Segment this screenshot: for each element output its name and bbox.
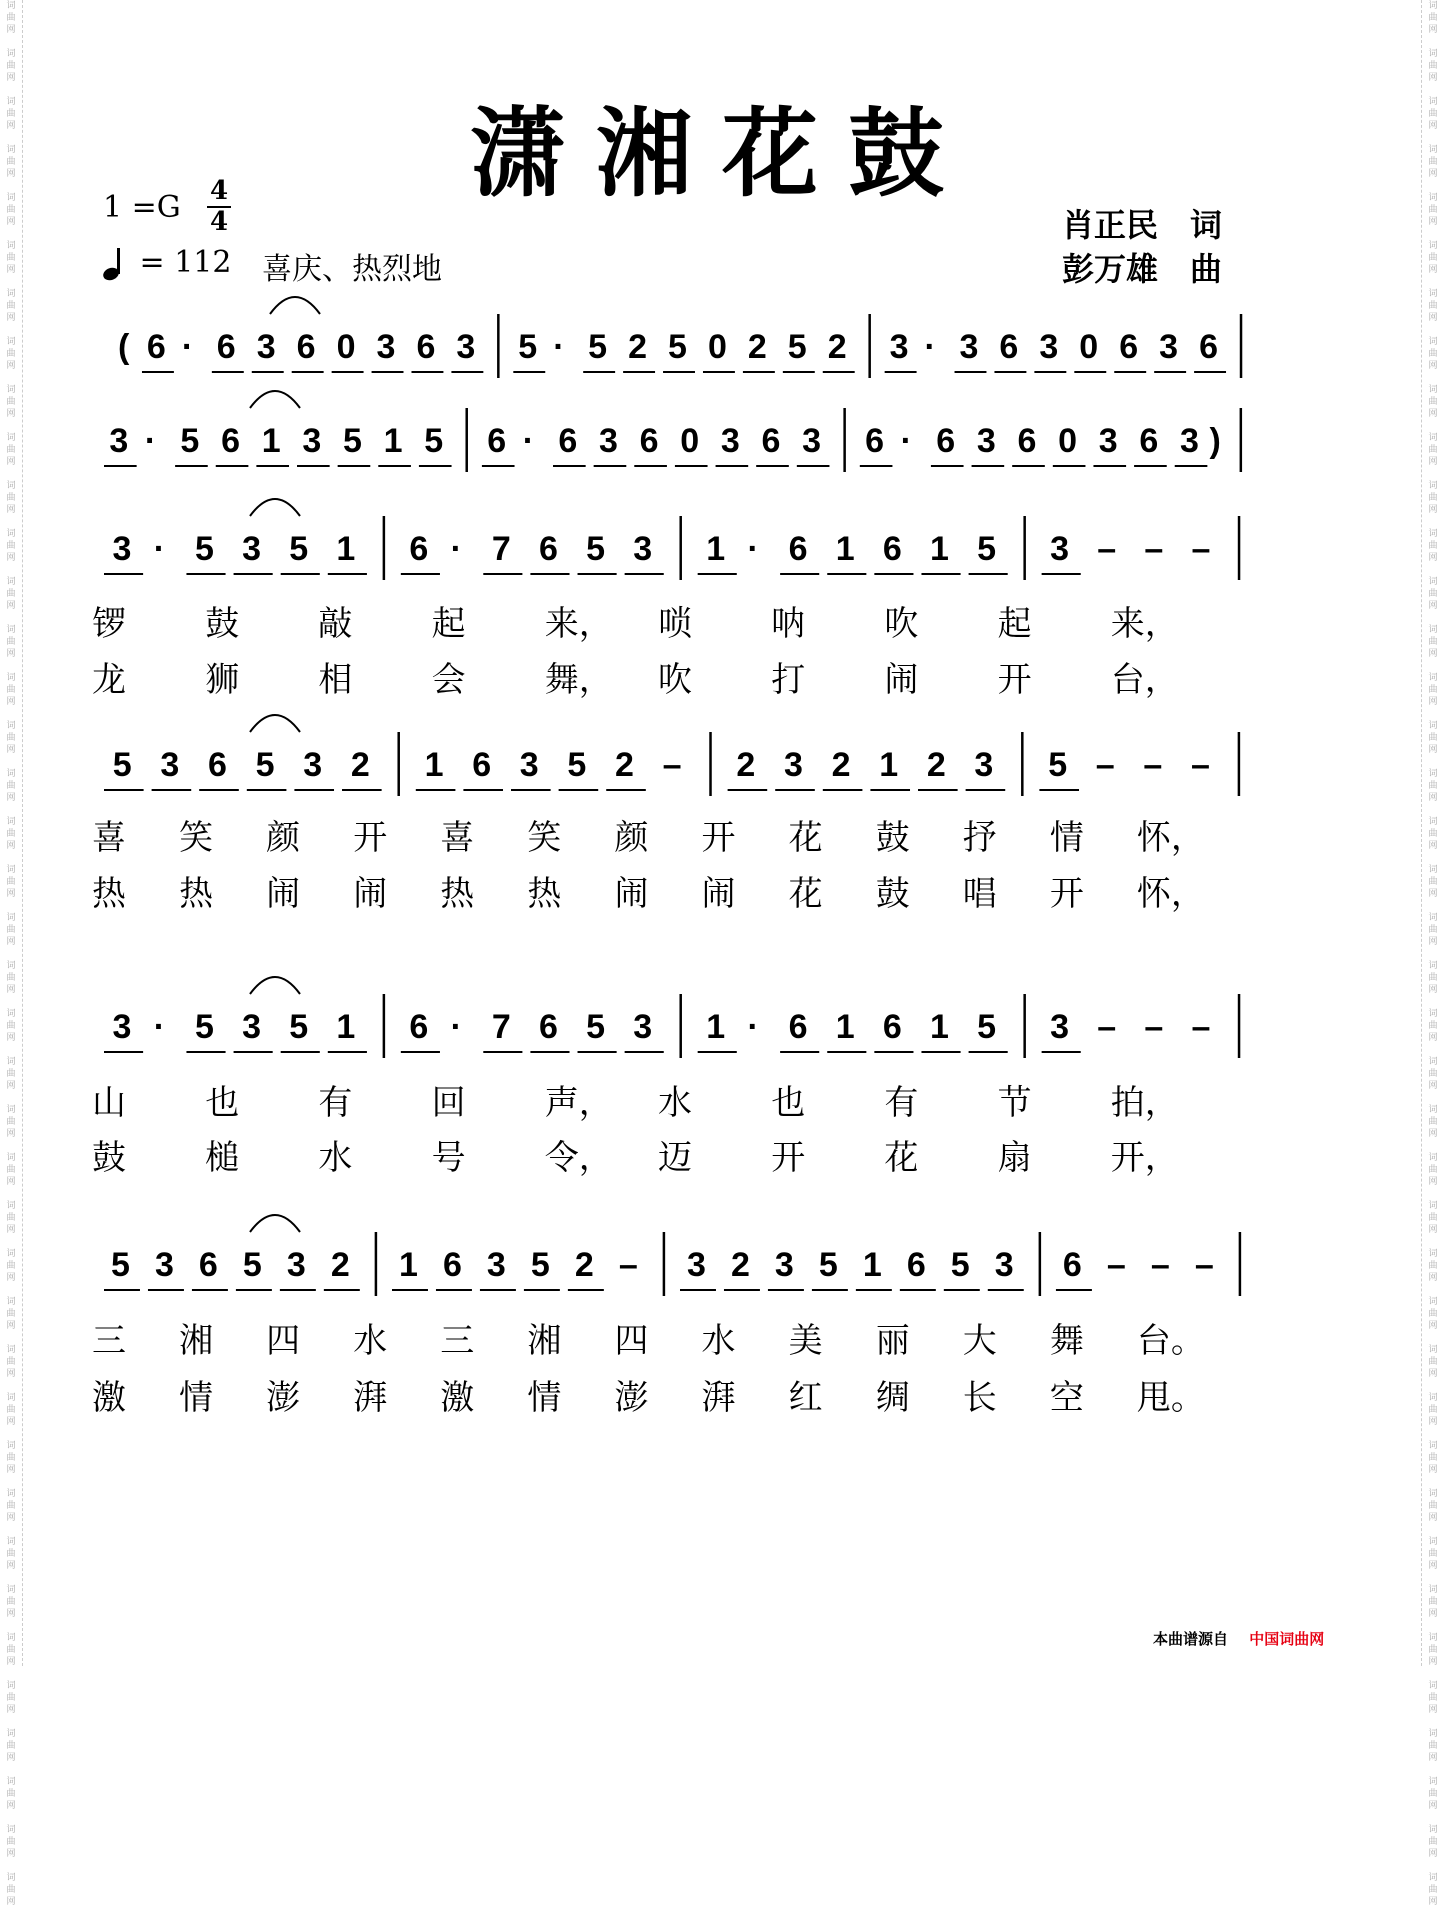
note: 5 xyxy=(977,1008,997,1046)
note: 6 xyxy=(936,422,956,460)
lyric-char: 花 xyxy=(788,818,823,858)
lyric-char: 扇 xyxy=(997,1138,1032,1178)
lyric-char: 鼓 xyxy=(205,604,240,644)
note: – xyxy=(1144,1008,1164,1046)
note: – xyxy=(1191,746,1210,784)
lyric-char: 龙 xyxy=(92,660,126,700)
note: 5 xyxy=(112,746,132,784)
note: 5 xyxy=(977,530,997,568)
lyric-char: 颜 xyxy=(614,818,649,858)
note: 6 xyxy=(538,530,558,568)
note: 3 xyxy=(1098,422,1118,460)
slur-arc xyxy=(250,1215,300,1232)
note: 5 xyxy=(787,328,807,366)
note: · xyxy=(522,422,535,460)
note: – xyxy=(1191,1008,1211,1046)
footer-site-link[interactable]: 中国词曲网 xyxy=(1249,1630,1325,1648)
lyric-char: 有 xyxy=(884,1083,919,1123)
note: 3 xyxy=(486,1246,506,1284)
note: 5 xyxy=(530,1246,550,1284)
note: 6 xyxy=(788,1008,808,1046)
lyric-char: 红 xyxy=(788,1378,823,1418)
note: – xyxy=(1097,530,1117,568)
lyric-char: 情 xyxy=(527,1378,562,1418)
note: 1 xyxy=(261,422,281,460)
note: 3 xyxy=(633,530,653,568)
note: 3 xyxy=(286,1246,306,1284)
lyric-char: 有 xyxy=(318,1083,353,1123)
note: 6 xyxy=(788,530,808,568)
note: 1 xyxy=(930,1008,949,1046)
lyric-char: 呐 xyxy=(771,604,806,644)
lyric-char: 怀， xyxy=(1136,874,1205,914)
lyric-char: 大 xyxy=(962,1321,997,1361)
note: · xyxy=(553,328,565,366)
lyric-char: 打 xyxy=(771,660,806,700)
note: 6 xyxy=(882,1008,902,1046)
note: 1 xyxy=(862,1246,882,1284)
lyric-char: 闹 xyxy=(884,660,919,700)
lyric-char: 喜 xyxy=(440,818,475,858)
note: 5 xyxy=(424,422,444,460)
lyric-char: 长 xyxy=(962,1378,997,1418)
lyric-char: 湃 xyxy=(353,1378,388,1418)
note: 2 xyxy=(831,746,851,784)
note: 2 xyxy=(330,1246,350,1284)
note: 6 xyxy=(999,328,1019,366)
lyric-char: 澎 xyxy=(614,1378,649,1418)
lyric-char: 号 xyxy=(431,1138,466,1178)
slur-arc xyxy=(250,391,300,408)
lyric-char: 热 xyxy=(527,874,562,914)
note: 1 xyxy=(835,1008,855,1046)
song-title: 潇湘花鼓 xyxy=(470,98,974,210)
note: 6 xyxy=(1017,422,1037,460)
lyric-char: 来， xyxy=(544,604,613,644)
expression-marking: 喜庆、热烈地 xyxy=(262,252,442,287)
note: 3 xyxy=(974,746,994,784)
lyric-char: 笑 xyxy=(179,818,214,858)
note: – xyxy=(1194,1246,1214,1284)
note: 3 xyxy=(112,1008,132,1046)
note: 3 xyxy=(302,422,322,460)
lyric-char: 起 xyxy=(431,604,466,644)
lyric-char: 也 xyxy=(771,1083,806,1123)
note: 3 xyxy=(256,328,276,366)
lyric-char: 水 xyxy=(318,1138,353,1178)
note: 1 xyxy=(383,422,403,460)
note: – xyxy=(662,746,682,784)
lyric-char: 水 xyxy=(701,1321,736,1361)
lyric-char: 湘 xyxy=(179,1321,214,1361)
lyric-char: 闹 xyxy=(614,874,649,914)
lyric-char: 湃 xyxy=(701,1378,736,1418)
note: 3 xyxy=(160,746,180,784)
note: 3 xyxy=(112,530,132,568)
lyric-char: 迈 xyxy=(658,1138,692,1178)
note: 6 xyxy=(416,328,436,366)
lyric-char: 节 xyxy=(997,1083,1032,1123)
note: 5 xyxy=(195,530,214,568)
lyric-char: 拍， xyxy=(1110,1083,1179,1123)
note: 3 xyxy=(784,746,803,784)
note: 5 xyxy=(195,1008,214,1046)
slur-arc xyxy=(250,715,300,732)
lyric-char: 闹 xyxy=(353,874,388,914)
lyric-char: 唱 xyxy=(962,874,997,914)
note: – xyxy=(1097,1008,1117,1046)
note: 6 xyxy=(487,422,507,460)
lyric-char: 敲 xyxy=(318,604,353,644)
note: 5 xyxy=(1048,746,1068,784)
note: 6 xyxy=(906,1246,926,1284)
note: 2 xyxy=(827,328,847,366)
note: 6 xyxy=(409,1008,429,1046)
note: – xyxy=(1095,746,1115,784)
lyric-char: 激 xyxy=(440,1378,475,1418)
lyric-char: 四 xyxy=(614,1321,649,1361)
lyric-char: 吹 xyxy=(658,660,692,700)
lyric-char: 湘 xyxy=(527,1321,562,1361)
note: 3 xyxy=(242,530,262,568)
lyric-char: 热 xyxy=(440,874,475,914)
note: 1 xyxy=(835,530,855,568)
note: 1 xyxy=(930,530,949,568)
note: 0 xyxy=(707,328,727,366)
lyric-char: 笑 xyxy=(527,818,562,858)
lyric-char: 热 xyxy=(179,874,214,914)
lyric-char: 开 xyxy=(771,1138,806,1178)
lyric-char: 相 xyxy=(318,660,353,700)
lyric-char: 水 xyxy=(353,1321,388,1361)
lyric-char: 美 xyxy=(788,1321,823,1361)
note: 6 xyxy=(639,422,659,460)
note: 3 xyxy=(1039,328,1059,366)
lyric-char: 山 xyxy=(92,1083,126,1123)
note: 3 xyxy=(519,746,539,784)
note: 3 xyxy=(1159,328,1179,366)
tempo-value: = 112 xyxy=(139,245,232,280)
note: – xyxy=(1106,1246,1126,1284)
lyric-char: 抒 xyxy=(962,818,997,858)
note: ) xyxy=(1209,422,1221,460)
lyric-char: 锣 xyxy=(92,604,126,644)
lyric-char: 颜 xyxy=(266,818,301,858)
note: 1 xyxy=(706,530,726,568)
lyric-char: 情 xyxy=(1049,818,1084,858)
note: 0 xyxy=(1058,422,1078,460)
lyric-char: 声， xyxy=(544,1083,613,1123)
lyric-char: 闹 xyxy=(701,874,736,914)
note: 5 xyxy=(588,328,608,366)
note: 6 xyxy=(221,422,240,460)
note: 5 xyxy=(242,1246,262,1284)
note: 3 xyxy=(633,1008,653,1046)
note: 3 xyxy=(686,1246,706,1284)
lyric-char: 舞 xyxy=(1049,1321,1084,1361)
note: – xyxy=(1150,1246,1170,1284)
note: 0 xyxy=(336,328,356,366)
note: 5 xyxy=(818,1246,838,1284)
lyric-char: 唢 xyxy=(658,604,692,644)
note: 0 xyxy=(1079,328,1099,366)
note: 6 xyxy=(882,530,902,568)
time-sig-top: 4 xyxy=(210,176,229,206)
note: 2 xyxy=(747,328,767,366)
lyric-char: 开 xyxy=(701,818,736,858)
lyric-char: 鼓 xyxy=(875,818,910,858)
lyric-char: 狮 xyxy=(205,660,240,700)
key-signature: 1 =G xyxy=(103,190,181,225)
note: 3 xyxy=(598,422,618,460)
note: 3 xyxy=(994,1246,1014,1284)
lyric-char: 热 xyxy=(92,874,126,914)
note: 5 xyxy=(950,1246,970,1284)
note: – xyxy=(1144,530,1164,568)
lyric-char: 来， xyxy=(1110,604,1179,644)
lyricist-credit: 肖正民 词 xyxy=(1062,206,1223,244)
note: · xyxy=(153,1008,166,1046)
note: 7 xyxy=(491,1008,511,1046)
note: 1 xyxy=(879,746,899,784)
note: 6 xyxy=(1119,328,1139,366)
note: 2 xyxy=(350,746,370,784)
note: 6 xyxy=(558,422,578,460)
lyric-char: 开， xyxy=(1110,1138,1179,1178)
note: · xyxy=(153,530,166,568)
note: 2 xyxy=(574,1246,594,1284)
note: 3 xyxy=(774,1246,794,1284)
note: 6 xyxy=(296,328,316,366)
lyric-char: 开 xyxy=(353,818,388,858)
lyric-char: 绸 xyxy=(875,1378,910,1418)
note: 6 xyxy=(208,746,227,784)
note: 5 xyxy=(289,1008,309,1046)
lyric-char: 台。 xyxy=(1136,1321,1205,1361)
note: 5 xyxy=(255,746,275,784)
note: 6 xyxy=(538,1008,558,1046)
lyric-char: 开 xyxy=(1049,874,1084,914)
note: 5 xyxy=(586,530,605,568)
note: 5 xyxy=(289,530,309,568)
lyric-char: 喜 xyxy=(92,818,126,858)
note: 5 xyxy=(110,1246,130,1284)
note: 3 xyxy=(1050,530,1070,568)
note: 1 xyxy=(336,530,356,568)
note: 3 xyxy=(889,328,909,366)
note: 5 xyxy=(668,328,687,366)
lyric-char: 甩。 xyxy=(1136,1378,1205,1418)
note: 7 xyxy=(491,530,511,568)
note: · xyxy=(924,328,936,366)
footer-source-label: 本曲谱源自 xyxy=(1153,1630,1229,1648)
lyric-char: 情 xyxy=(179,1378,214,1418)
note: 6 xyxy=(472,746,492,784)
note: 0 xyxy=(680,422,700,460)
lyric-char: 三 xyxy=(440,1321,475,1361)
note: 1 xyxy=(424,746,444,784)
note: 5 xyxy=(518,328,538,366)
note: 6 xyxy=(146,328,166,366)
composer-credit: 彭万雄 曲 xyxy=(1062,250,1223,288)
note: 3 xyxy=(303,746,323,784)
note: 5 xyxy=(586,1008,605,1046)
time-sig-bottom: 4 xyxy=(210,207,229,237)
note: 3 xyxy=(959,328,979,366)
lyric-char: 鼓 xyxy=(92,1138,126,1178)
note: 5 xyxy=(567,746,587,784)
lyric-char: 令， xyxy=(544,1138,613,1178)
note: 6 xyxy=(198,1246,218,1284)
note: 6 xyxy=(1139,422,1159,460)
footer-source xyxy=(1153,1628,1324,1649)
lyric-char: 起 xyxy=(997,604,1032,644)
lyric-char: 槌 xyxy=(205,1138,240,1178)
note: 3 xyxy=(1050,1008,1070,1046)
note: 2 xyxy=(615,746,634,784)
lyric-char: 激 xyxy=(92,1378,126,1418)
lyric-char: 吹 xyxy=(884,604,919,644)
note: 6 xyxy=(409,530,429,568)
lyric-char: 丽 xyxy=(875,1321,910,1361)
lyric-char: 三 xyxy=(92,1321,126,1361)
note: 6 xyxy=(442,1246,462,1284)
lyric-char: 花 xyxy=(788,874,823,914)
note: 3 xyxy=(154,1246,174,1284)
note: 6 xyxy=(865,422,885,460)
note: 2 xyxy=(736,746,756,784)
lyric-char: 澎 xyxy=(266,1378,301,1418)
lyric-char: 闹 xyxy=(266,874,301,914)
slur-arc xyxy=(270,297,320,314)
slur-arc xyxy=(250,977,300,994)
lyric-char: 也 xyxy=(205,1083,240,1123)
note: ( xyxy=(117,328,130,366)
lyric-char: 舞， xyxy=(544,660,613,700)
note: 6 xyxy=(216,328,236,366)
note: 2 xyxy=(628,328,647,366)
note: 3 xyxy=(242,1008,262,1046)
note: 5 xyxy=(342,422,362,460)
note: · xyxy=(450,530,462,568)
note: 3 xyxy=(1180,422,1199,460)
note: 5 xyxy=(180,422,200,460)
note: 3 xyxy=(976,422,996,460)
note: 2 xyxy=(926,746,946,784)
note: · xyxy=(900,422,912,460)
lyric-char: 鼓 xyxy=(875,874,910,914)
lyric-char: 会 xyxy=(431,660,466,700)
note: – xyxy=(1143,746,1163,784)
lyric-char: 开 xyxy=(997,660,1032,700)
note: 3 xyxy=(720,422,740,460)
left-watermark-strip: 词 曲 网 词 曲 网 词 曲 网 词 曲 网 词 曲 网 词 曲 网 词 曲 网 词 曲 网 词 曲 网 词 曲 网 词 曲 网 词 曲 网 词 曲 网 词 曲 网 词 曲 网 词 曲 网 词 曲 网 词 曲 网 词 曲 网 词 曲 网 词 曲 网 词 曲 网 词 曲 网 词 曲 网 词 曲 网 词 曲 网 词 曲 网 词 曲 网 词 曲 网 词 曲 网 词 曲 网 词 曲 网 词 曲 网 词 曲 网 词 曲 网 词 曲 网 词 曲 网 词 曲 网 词 曲 网 词 曲 网 xyxy=(0,0,23,1666)
note: 3 xyxy=(109,422,129,460)
note: 6 xyxy=(1062,1246,1082,1284)
slur-arc xyxy=(250,499,300,516)
note: – xyxy=(1191,530,1211,568)
lyric-char: 水 xyxy=(658,1083,692,1123)
note: 6 xyxy=(1199,328,1218,366)
lyric-char: 台， xyxy=(1110,660,1179,700)
lyric-char: 四 xyxy=(266,1321,301,1361)
note: 2 xyxy=(730,1246,750,1284)
lyric-char: 花 xyxy=(884,1138,919,1178)
note: · xyxy=(181,328,194,366)
note: · xyxy=(747,530,759,568)
note: 1 xyxy=(398,1246,418,1284)
note: · xyxy=(450,1008,462,1046)
note: 3 xyxy=(456,328,476,366)
note: 3 xyxy=(376,328,396,366)
note: 1 xyxy=(706,1008,726,1046)
note: – xyxy=(618,1246,638,1284)
note: 6 xyxy=(761,422,781,460)
note: · xyxy=(144,422,157,460)
lyric-char: 空 xyxy=(1049,1378,1084,1418)
note: 3 xyxy=(802,422,822,460)
note: · xyxy=(747,1008,759,1046)
lyric-char: 回 xyxy=(431,1083,466,1123)
right-watermark-strip: 词 曲 网 词 曲 网 词 曲 网 词 曲 网 词 曲 网 词 曲 网 词 曲 网 词 曲 网 词 曲 网 词 曲 网 词 曲 网 词 曲 网 词 曲 网 词 曲 网 词 曲 网 词 曲 网 词 曲 网 词 曲 网 词 曲 网 词 曲 网 词 曲 网 词 曲 网 词 曲 网 词 曲 网 词 曲 网 词 曲 网 词 曲 网 词 曲 网 词 曲 网 词 曲 网 词 曲 网 词 曲 网 词 曲 网 词 曲 网 词 曲 网 词 曲 网 词 曲 网 词 曲 网 词 曲 网 词 曲 网 xyxy=(1421,0,1444,1666)
note: 1 xyxy=(336,1008,356,1046)
lyric-char: 怀， xyxy=(1136,818,1205,858)
